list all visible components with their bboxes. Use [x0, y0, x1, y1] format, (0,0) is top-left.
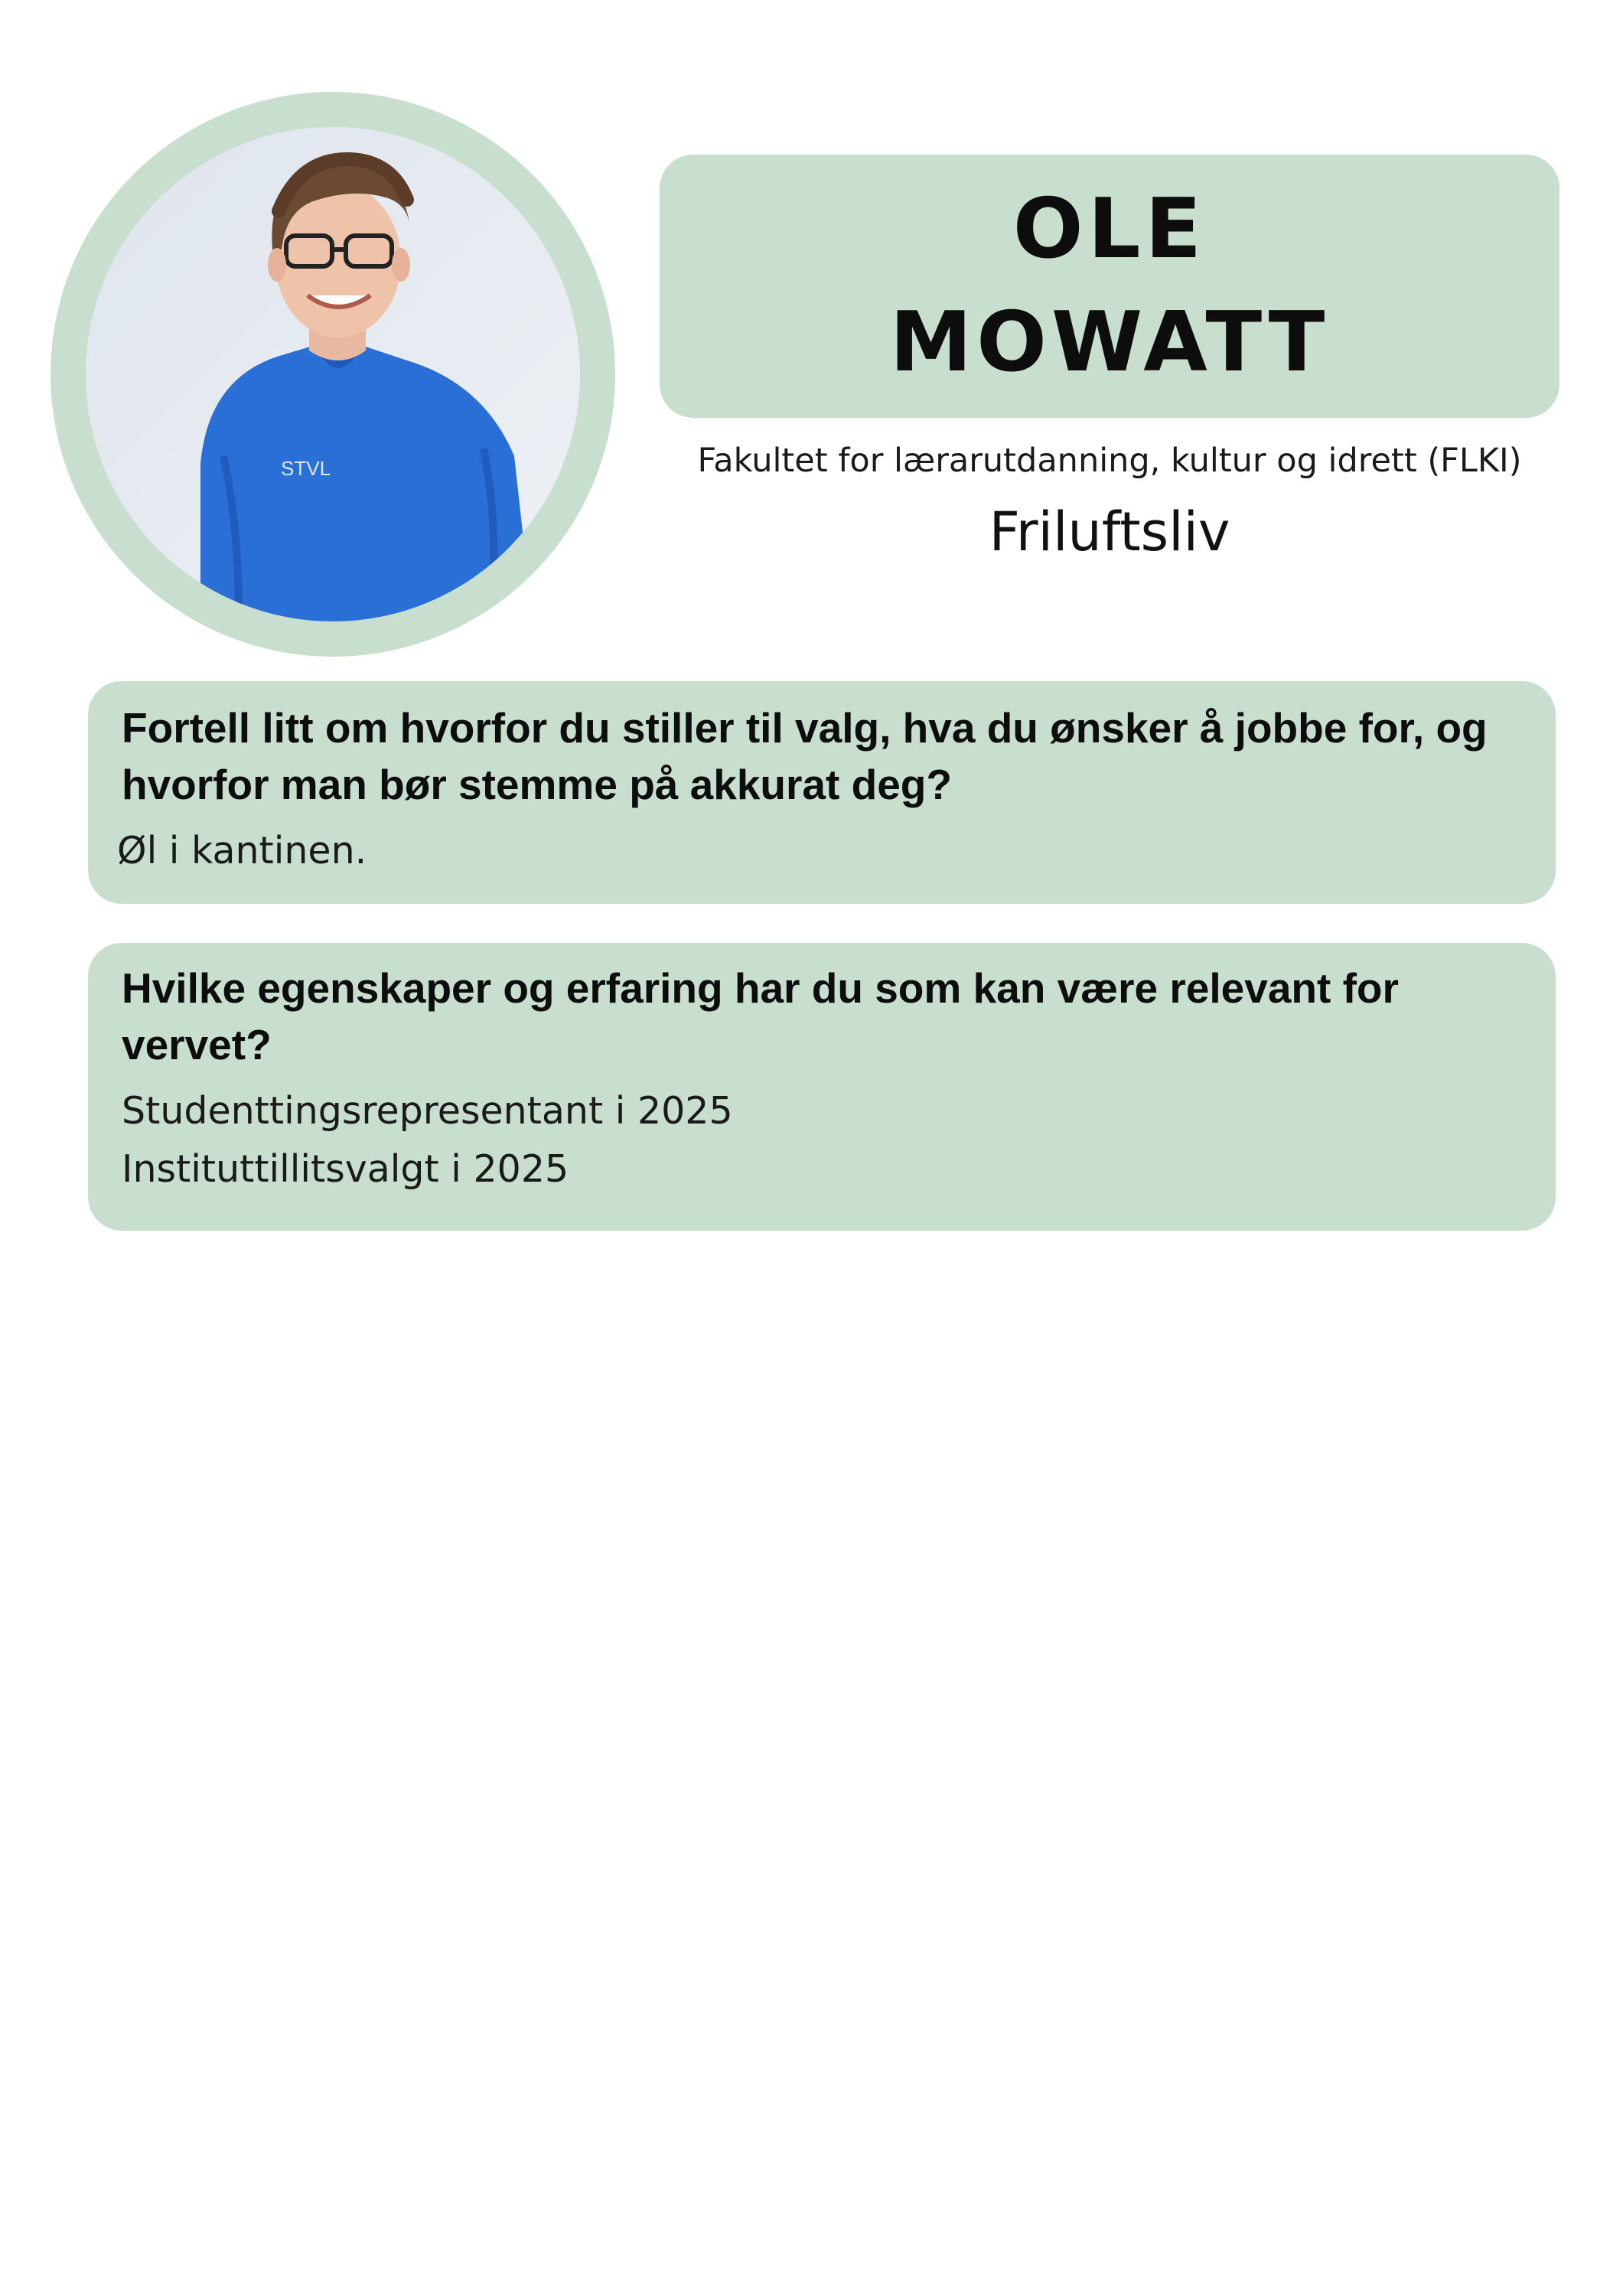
name-banner: [660, 155, 1559, 418]
last-name: MOWATT: [889, 295, 1330, 390]
answer-line: Øl i kantinen.: [117, 829, 367, 872]
first-name: OLE: [1012, 181, 1207, 277]
answer-line: Studenttingsrepresentant i 2025: [122, 1089, 733, 1133]
photo-frame: [51, 92, 615, 657]
answer-text: [122, 1082, 1522, 1199]
candidate-photo: [86, 127, 580, 621]
sweater-print: STVL: [281, 457, 331, 480]
candidate-photo-illustration: [86, 127, 580, 621]
answer-line: Instituttillitsvalgt i 2025: [122, 1147, 569, 1191]
qa-card-experience: [88, 943, 1556, 1231]
answer-text: [117, 822, 1522, 880]
question-text: Fortell litt om hvorfor du stiller til valg, hva du ønsker å jobbe for, og hvorfor man bør stemme på akkurat deg?: [122, 704, 1488, 808]
faculty-name: Fakultet for lærarutdanning, kultur og idrett (FLKI): [697, 442, 1522, 480]
question-text: Hvilke egenskaper og erfaring har du som kan være relevant for vervet?: [122, 964, 1399, 1068]
study-program: Friluftsliv: [989, 501, 1230, 563]
qa-card-motivation: [88, 681, 1556, 904]
